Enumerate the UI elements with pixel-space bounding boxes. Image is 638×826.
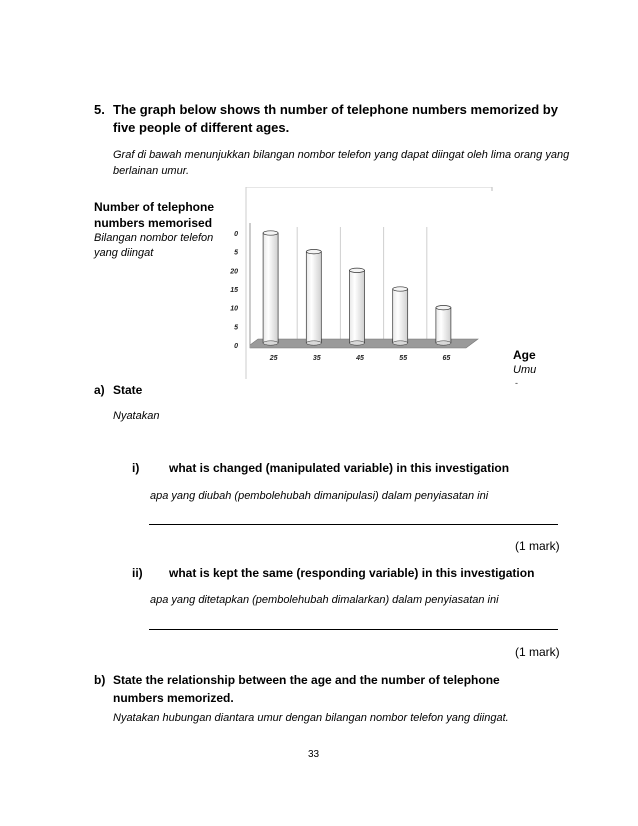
mark-i: (1 mark): [515, 539, 560, 553]
bar-top: [350, 268, 365, 272]
page-number: 33: [308, 749, 320, 760]
bar-body: [263, 233, 278, 343]
bar-bottom: [436, 341, 451, 345]
y-tick-label: 15: [230, 287, 238, 294]
sub-i-text: what is changed (manipulated variable) in this investigation: [169, 461, 510, 475]
bar-top: [306, 249, 321, 253]
bar-top: [393, 287, 408, 291]
y-tick-label: 0: [234, 343, 238, 350]
bar-bottom: [306, 341, 321, 345]
bar: [436, 305, 451, 345]
bar-top: [263, 231, 278, 235]
chart-xlabel: Age: [513, 348, 536, 362]
bar-body: [306, 252, 321, 343]
chart-xlabel-translation: Umu: [513, 364, 537, 376]
chart-ylabel: Number of telephone numbers memorised: [94, 200, 215, 230]
bar-body: [350, 270, 365, 343]
bar-bottom: [350, 341, 365, 345]
question-title: The graph below shows th number of telephone numbers memorized by five people of different ages.: [113, 102, 558, 135]
x-tick-label: 65: [442, 355, 451, 362]
answer-line-ii[interactable]: [149, 629, 558, 630]
x-tick-label: 45: [356, 355, 364, 362]
x-tick-label: 35: [312, 355, 321, 362]
bar-body: [436, 308, 451, 343]
sub-i-translation: apa yang diubah (pembolehubah dimanipulasi) dalam penyiasatan ini: [150, 490, 489, 502]
sub-ii-text: what is kept the same (responding variable) in this investigation: [169, 566, 535, 580]
answer-line-i[interactable]: [149, 524, 558, 525]
bar-top: [436, 305, 451, 309]
sub-ii-translation: apa yang ditetapkan (pembolehubah dimalarkan) dalam penyiasatan ini: [150, 594, 499, 606]
bar-chart: [228, 187, 493, 379]
y-tick-label: 10: [230, 305, 238, 313]
y-tick-label: 0: [234, 231, 238, 238]
bar: [393, 287, 408, 345]
part-a-translation: Nyatakan: [113, 410, 160, 422]
y-tick-label: 20: [230, 268, 238, 276]
part-b-title: State the relationship between the age and the number of telephone numbers memorized.: [113, 673, 500, 705]
mark-ii: (1 mark): [515, 645, 560, 659]
bar-bottom: [263, 341, 278, 345]
y-tick-label: 5: [234, 249, 238, 257]
chart-xlabel-cut: -: [515, 378, 518, 388]
part-b-label: b): [94, 673, 106, 687]
bar: [306, 249, 321, 345]
chart-svg: [228, 187, 493, 379]
part-a-title: State: [113, 383, 143, 397]
question-number: 5.: [94, 102, 105, 117]
part-a-label: a): [94, 383, 105, 397]
x-tick-label: 25: [269, 355, 278, 362]
bar: [263, 231, 278, 345]
chart-ylabel-translation: Bilangan nombor telefon yang diingat: [94, 232, 214, 259]
part-b-translation: Nyatakan hubungan diantara umur dengan bilangan nombor telefon yang diingat.: [113, 712, 509, 724]
x-tick-label: 55: [399, 355, 408, 362]
bar-bottom: [393, 341, 408, 345]
sub-ii-label: ii): [132, 566, 143, 580]
bar-body: [393, 289, 408, 343]
bar: [350, 268, 365, 345]
sub-i-label: i): [132, 461, 140, 475]
y-tick-label: 5: [234, 324, 238, 332]
question-translation: Graf di bawah menunjukkan bilangan nombor telefon yang dapat diingat oleh lima orang yang berlainan umur.: [113, 149, 570, 177]
